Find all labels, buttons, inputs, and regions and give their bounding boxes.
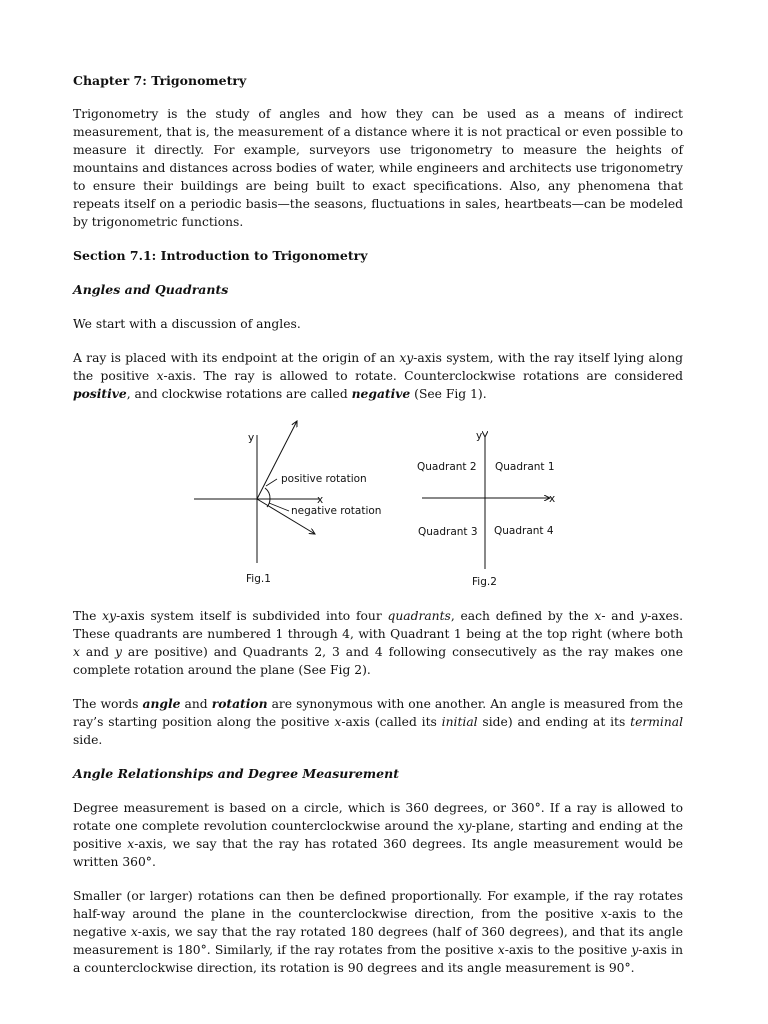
figure-2 bbox=[417, 430, 555, 588]
quadrants-paragraph: The xy-axis system itself is subdivided into four quadrants, each defined by the x- and y-axes. These quadrants are numbered 1 through 4, with Quadrant 1 being at the top right (where both x and y are positive) and Quadrants 2, 3 and 4 following consecutively as the ray makes one complete rotation around the plane (See Fig 2). bbox=[73, 609, 684, 677]
chapter-title: Chapter 7: Trigonometry bbox=[73, 73, 247, 88]
fig1-y-label: y bbox=[248, 432, 255, 444]
fig2-quadrant-4: Quadrant 4 bbox=[494, 525, 554, 537]
subsection-angle-relationships: Angle Relationships and Degree Measurement bbox=[73, 766, 399, 781]
fig1-positive-pointer bbox=[266, 479, 277, 486]
fig2-quadrant-2: Quadrant 2 bbox=[417, 461, 477, 473]
fig2-quadrant-1: Quadrant 1 bbox=[495, 461, 555, 473]
fig1-caption: Fig.1 bbox=[246, 573, 271, 585]
document-page bbox=[73, 72, 683, 993]
fig1-positive-ray bbox=[257, 421, 297, 499]
ray-paragraph: A ray is placed with its endpoint at the origin of an xy-axis system, with the ray itself lying along the positive x-axis. The ray is allowed to rotate. Counterclockwise rotations are considered positive, and clockwise rotations are called negative (See Fig 1). bbox=[73, 351, 684, 401]
fig1-positive-arc bbox=[265, 488, 270, 499]
fig2-x-label: x bbox=[549, 493, 556, 505]
figures-row bbox=[73, 417, 683, 593]
proportional-paragraph: Smaller (or larger) rotations can then be defined proportionally. For example, if the ray rotates half-way around the plane in the counterclockwise direction, from the positive x-axis to the negative x-axis, we say that the ray rotated 180 degrees (half of 360 degrees), and that its angle measurement is 180°. Similarly, if the ray rotates from the positive x-axis to the positive y-axis in a counterclockwise direction, its rotation is 90 degrees and its angle measurement is 90°. bbox=[73, 889, 684, 975]
section-title: Section 7.1: Introduction to Trigonometry bbox=[73, 248, 368, 263]
figure-1 bbox=[194, 421, 381, 585]
fig1-positive-label: positive rotation bbox=[281, 473, 367, 485]
fig2-caption: Fig.2 bbox=[472, 576, 497, 588]
degree-paragraph: Degree measurement is based on a circle, which is 360 degrees, or 360°. If a ray is allowed to rotate one complete revolution counterclockwise around the xy-plane, starting and ending at the positive x-axis, we say that the ray has rotated 360 degrees. Its angle measurement would be written 360°. bbox=[73, 801, 684, 869]
fig1-negative-pointer bbox=[269, 503, 289, 511]
fig2-y-label: y bbox=[476, 430, 483, 442]
intro-paragraph: Trigonometry is the study of angles and how they can be used as a means of indirect measurement, that is, the measurement of a distance where it is not practical or even possible to measure it directly. For example, surveyors use trigonometry to measure the heights of mountains and distances across bodies of water, while engineers and architects use trigonometry to ensure their buildings are being built to exact specifications. Also, any phenomena that repeats itself on a periodic basis—the seasons, fluctuations in sales, heartbeats—can be modeled by trigonometric functions. bbox=[73, 107, 683, 229]
fig1-negative-label: negative rotation bbox=[291, 505, 382, 517]
angles-intro-paragraph: We start with a discussion of angles. bbox=[73, 317, 301, 331]
words-paragraph: The words angle and rotation are synonymous with one another. An angle is measured from the ray’s starting position along the positive x-axis (called its initial side) and ending at its terminal side. bbox=[73, 696, 683, 747]
subsection-angles-quadrants: Angles and Quadrants bbox=[73, 282, 229, 297]
fig1-x-label: x bbox=[317, 494, 324, 506]
fig2-quadrant-3: Quadrant 3 bbox=[418, 526, 478, 538]
figures-svg bbox=[73, 417, 683, 593]
